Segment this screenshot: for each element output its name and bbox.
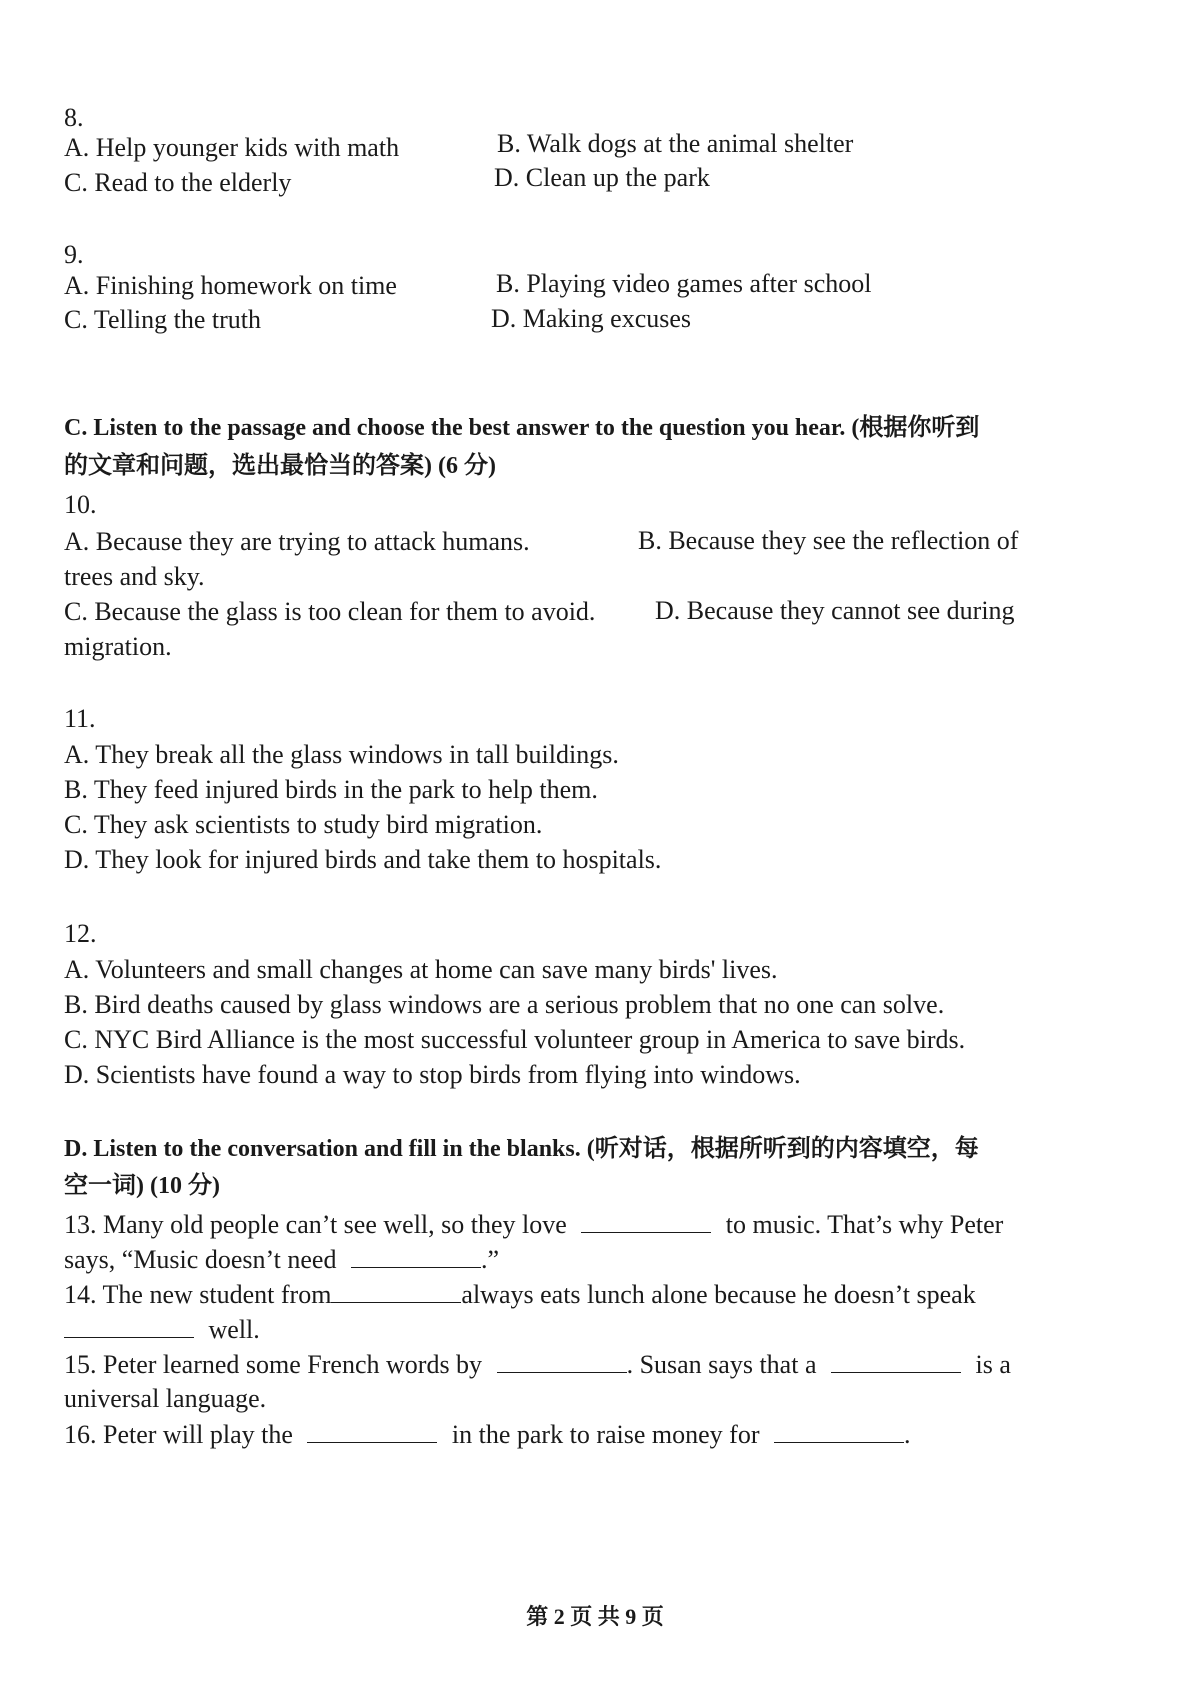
question-16-text-2: in the park to raise money for — [451, 1420, 760, 1449]
question-11-option-a: A. They break all the glass windows in tall buildings. — [64, 740, 619, 769]
question-8-option-a: A. Help younger kids with math — [64, 133, 400, 162]
question-10-option-a: A. Because they are trying to attack humans. — [64, 527, 530, 556]
question-15-blank-2[interactable] — [831, 1348, 961, 1373]
question-9-option-a: A. Finishing homework on time — [64, 271, 397, 300]
question-13-text-1: 13. Many old people can’t see well, so they love — [64, 1210, 567, 1239]
question-14-text-3: well. — [208, 1315, 260, 1344]
section-d-heading-line2: 空一词) (10 分) — [64, 1173, 220, 1199]
question-14-text-2: always eats lunch alone because he doesn’t speak — [461, 1280, 976, 1309]
question-12-option-d: D. Scientists have found a way to stop birds from flying into windows. — [64, 1060, 801, 1089]
question-16-text-3: . — [903, 1420, 911, 1449]
question-13-line2 — [64, 1243, 499, 1276]
question-13-text-2: to music. That’s why Peter — [725, 1210, 1004, 1239]
question-16-line1 — [64, 1418, 910, 1451]
question-13-blank-1[interactable] — [581, 1208, 711, 1233]
question-10-option-b-line1: B. Because they see the reflection of — [638, 526, 1019, 555]
question-14-blank-1[interactable] — [331, 1278, 461, 1303]
question-16-blank-1[interactable] — [307, 1418, 437, 1443]
question-16-text-1: 16. Peter will play the — [64, 1420, 293, 1449]
question-14-blank-2[interactable] — [64, 1313, 194, 1338]
question-11-option-d: D. They look for injured birds and take them to hospitals. — [64, 845, 662, 874]
question-15-text-1: 15. Peter learned some French words by — [64, 1350, 483, 1379]
question-10-option-d-line2: migration. — [64, 632, 172, 661]
question-11-option-b: B. They feed injured birds in the park to help them. — [64, 775, 598, 804]
question-12-option-a: A. Volunteers and small changes at home can save many birds' lives. — [64, 955, 778, 984]
page-number-footer: 第 2 页 共 9 页 — [526, 1604, 664, 1629]
question-10-option-b-line2: trees and sky. — [64, 562, 205, 591]
question-12-option-c: C. NYC Bird Alliance is the most successful volunteer group in America to save birds. — [64, 1025, 966, 1054]
question-14-text-1: 14. The new student from — [64, 1280, 332, 1309]
question-8-number: 8. — [64, 103, 84, 132]
question-8-option-c: C. Read to the elderly — [64, 168, 292, 197]
question-12-option-b: B. Bird deaths caused by glass windows are a serious problem that no one can solve. — [64, 990, 945, 1019]
question-10-option-c: C. Because the glass is too clean for them to avoid. — [64, 597, 596, 626]
question-9-option-c: C. Telling the truth — [64, 305, 262, 334]
question-13-blank-2[interactable] — [351, 1243, 481, 1268]
section-c-heading-line1: C. Listen to the passage and choose the best answer to the question you hear. (根据你听到 — [64, 415, 980, 441]
question-10-option-d-line1: D. Because they cannot see during — [655, 596, 1015, 625]
question-16-blank-2[interactable] — [774, 1418, 904, 1443]
question-9-option-b: B. Playing video games after school — [496, 269, 872, 298]
question-13-text-4: .” — [480, 1245, 500, 1274]
question-15-text-3: is a — [975, 1350, 1011, 1379]
section-c-heading-line2: 的文章和问题，选出最恰当的答案) (6 分) — [64, 453, 496, 479]
question-15-line1 — [64, 1348, 1011, 1381]
question-15-text-2: . Susan says that a — [626, 1350, 817, 1379]
question-12-number: 12. — [64, 919, 97, 948]
question-14-line1 — [64, 1278, 976, 1311]
question-8-option-d: D. Clean up the park — [494, 163, 710, 192]
question-15-blank-1[interactable] — [497, 1348, 627, 1373]
question-15-line2: universal language. — [64, 1384, 267, 1413]
question-13-text-3: says, “Music doesn’t need — [64, 1245, 337, 1274]
question-9-number: 9. — [64, 240, 84, 269]
question-11-option-c: C. They ask scientists to study bird migration. — [64, 810, 543, 839]
question-13-line1 — [64, 1208, 1003, 1241]
section-d-heading-line1: D. Listen to the conversation and fill in the blanks. (听对话，根据所听到的内容填空，每 — [64, 1136, 979, 1162]
question-9-option-d: D. Making excuses — [491, 304, 692, 333]
question-8-option-b: B. Walk dogs at the animal shelter — [497, 129, 854, 158]
question-10-number: 10. — [64, 490, 97, 519]
question-14-line2 — [64, 1313, 260, 1346]
question-11-number: 11. — [64, 704, 96, 733]
